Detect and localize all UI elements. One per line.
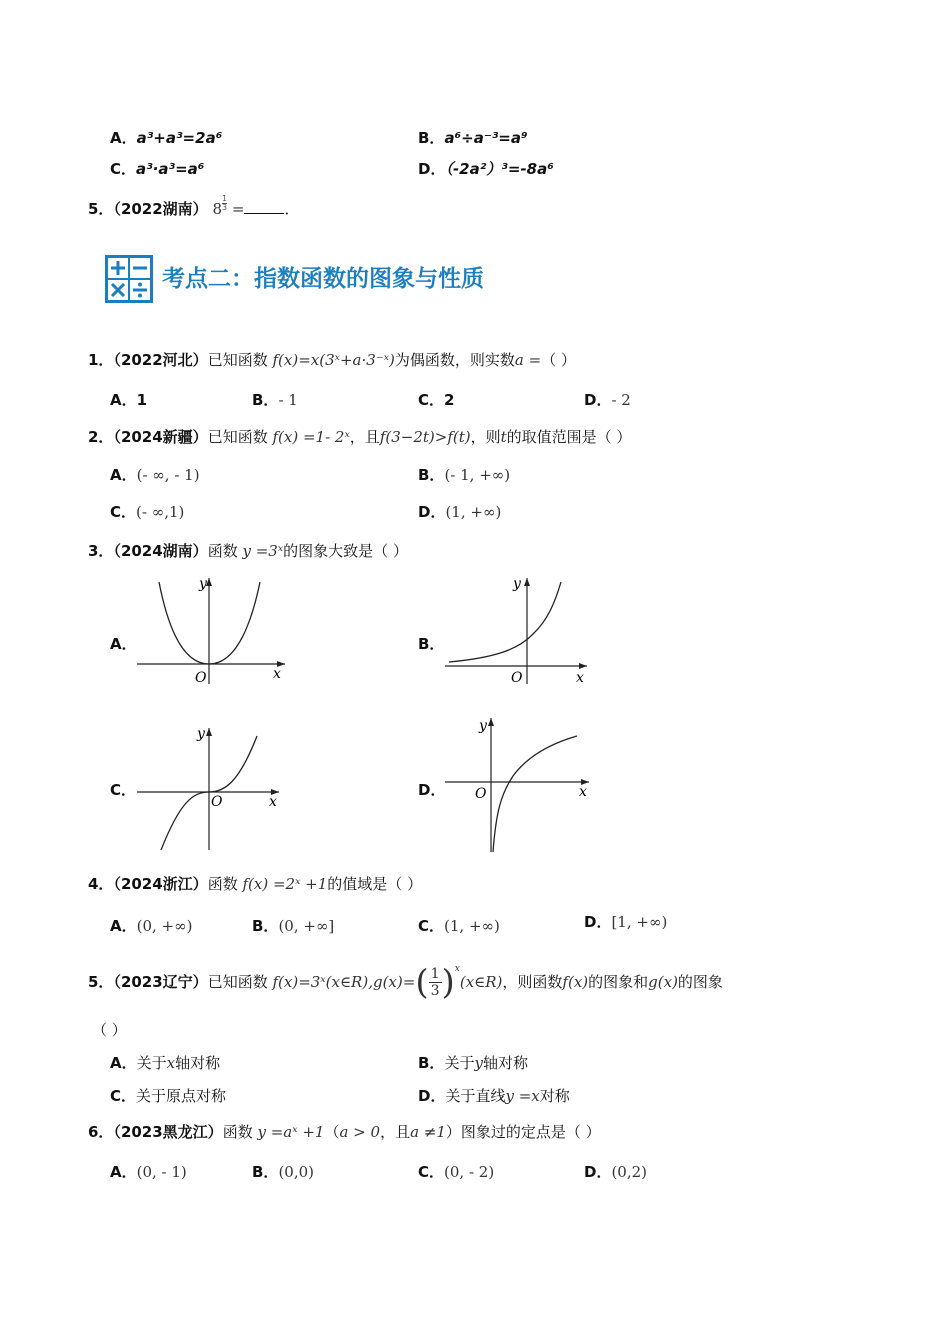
- q4-option-c[interactable]: C．(1, +∞): [418, 917, 500, 935]
- top-option-b[interactable]: B．a⁶÷a⁻³=a⁹: [418, 129, 528, 147]
- svg-text:y: y: [479, 718, 487, 734]
- section-title: 考点二：指数函数的图象与性质: [162, 266, 484, 292]
- q6-option-a[interactable]: A．(0, - 1): [110, 1163, 187, 1181]
- q6-option-d[interactable]: D．(0,2): [584, 1163, 648, 1181]
- svg-text:O: O: [475, 786, 487, 802]
- one-third-fraction: $\frac{1}{3}$: [430, 966, 440, 999]
- question-5-prev: 5．（2022湖南） 8 $\frac{1}{3}$ = ．: [88, 194, 300, 218]
- top-option-a-expr: a³+a³=2a⁶: [136, 129, 223, 147]
- q2-option-d[interactable]: D．(1, +∞): [418, 503, 502, 521]
- svg-text:x: x: [273, 666, 281, 682]
- q6-option-c[interactable]: C．(0, - 2): [418, 1163, 495, 1181]
- answer-blank[interactable]: [244, 199, 284, 214]
- q3-option-d[interactable]: D．: [418, 781, 446, 799]
- q3-graph-a[interactable]: [135, 572, 290, 687]
- question-1: 1．（2022河北）已知函数 f(x)=x(3ˣ+a·3⁻ˣ)为偶函数，则实数a =（ ）: [88, 351, 576, 369]
- q1-function: f(x)=x(3ˣ+a·3⁻ˣ): [272, 351, 395, 369]
- q3-graph-c[interactable]: [135, 722, 285, 854]
- q5-answer-paren: （ ）: [92, 1021, 127, 1039]
- top-option-c-expr: a³·a³=a⁶: [136, 160, 205, 178]
- top-option-b-expr: a⁶÷a⁻³=a⁹: [444, 129, 528, 147]
- q3-option-b[interactable]: B．: [418, 635, 445, 653]
- q3-graph-d[interactable]: [443, 712, 593, 856]
- q2-option-b[interactable]: B．(- 1, +∞): [418, 466, 511, 484]
- question-3: 3．（2024湖南）函数 y =3ˣ的图象大致是（ ）: [88, 542, 408, 560]
- exponent-fraction: $\frac{1}{3}$: [222, 194, 228, 212]
- q5-option-a[interactable]: A．关于x轴对称: [110, 1054, 221, 1072]
- q3-option-c[interactable]: C．: [110, 781, 137, 799]
- q1-option-a[interactable]: A．1: [110, 391, 148, 409]
- top-option-d[interactable]: D．（-2a²）³=-8a⁶: [418, 160, 554, 178]
- calculator-icon: [104, 254, 154, 304]
- top-option-c[interactable]: C．a³·a³=a⁶: [110, 160, 205, 178]
- svg-text:O: O: [511, 670, 523, 686]
- question-5: 5．（2023辽宁）已知函数 f(x)=3ˣ(x∈R),g(x)=( $\frac{1}{3}$ )$^x$(x∈R)，则函数f(x)的图象和g(x)的图象: [88, 962, 723, 1003]
- top-option-a[interactable]: A．a³+a³=2a⁶: [110, 129, 223, 147]
- q1-option-d[interactable]: D．- 2: [584, 391, 631, 409]
- question-2: 2．（2024新疆）已知函数 f(x) =1- 2ˣ，且f(3−2t)>f(t)，则t的取值范围是（ ）: [88, 428, 632, 446]
- q4-option-d[interactable]: D．[1, +∞): [584, 913, 668, 931]
- svg-text:y: y: [197, 726, 205, 742]
- svg-text:x: x: [269, 794, 277, 810]
- q5-option-c[interactable]: C．关于原点对称: [110, 1087, 227, 1105]
- q4-option-a[interactable]: A．(0, +∞): [110, 917, 193, 935]
- svg-text:O: O: [211, 794, 223, 810]
- q4-option-b[interactable]: B．(0, +∞]: [252, 917, 335, 935]
- question-4: 4．（2024浙江）函数 f(x) =2ˣ +1的值域是（ ）: [88, 875, 423, 893]
- svg-text:y: y: [199, 576, 207, 592]
- q3-graph-b[interactable]: [443, 572, 593, 687]
- question-6: 6．（2023黑龙江）函数 y =aˣ +1（a > 0，且a ≠1）图象过的定点是（ ）: [88, 1123, 601, 1141]
- q3-option-a[interactable]: A．: [110, 635, 137, 653]
- svg-text:O: O: [195, 670, 207, 686]
- q2-option-c[interactable]: C．(- ∞,1): [110, 503, 185, 521]
- q5-option-d[interactable]: D．关于直线y =x对称: [418, 1087, 570, 1105]
- top-option-d-expr: （-2a²）³=-8a⁶: [445, 160, 554, 178]
- q2-option-a[interactable]: A．(- ∞, - 1): [110, 466, 200, 484]
- q1-option-b[interactable]: B．- 1: [252, 391, 298, 409]
- svg-text:y: y: [513, 576, 521, 592]
- svg-text:x: x: [579, 784, 587, 800]
- svg-text:x: x: [576, 670, 584, 686]
- q1-option-c[interactable]: C．2: [418, 391, 455, 409]
- q6-option-b[interactable]: B．(0,0): [252, 1163, 314, 1181]
- q5-option-b[interactable]: B．关于y轴对称: [418, 1054, 528, 1072]
